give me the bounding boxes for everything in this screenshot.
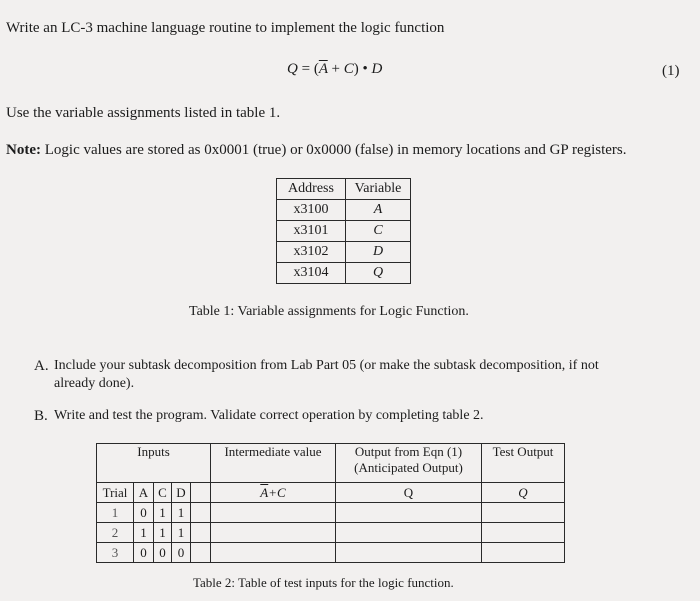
table2-caption: Table 2: Table of test inputs for the logic function. [193,575,454,590]
note-label: Note: [6,142,41,158]
t2-sub-c: C [154,483,172,503]
t1-variable: A [346,200,411,221]
t2-test-cell[interactable] [482,543,565,563]
eq-d: D [371,61,383,77]
t2-header-intermediate: Intermediate value [211,444,336,483]
t2-d: 1 [172,503,191,523]
eq-plus: + [331,61,340,77]
t2-sub-intermediate-rest: +C [268,484,286,500]
t2-blank [191,543,211,563]
t2-test-cell[interactable] [482,503,565,523]
t1-variable: D [346,242,411,263]
table-row [97,543,565,563]
t1-address: x3104 [277,263,346,284]
t2-c: 1 [154,523,172,543]
t2-output-cell[interactable] [336,543,482,563]
item-b-marker: B. [34,408,48,424]
t1-address: x3102 [277,242,346,263]
t2-sub-test-q: Q [482,483,565,503]
t2-c: 1 [154,503,172,523]
t2-header-output [336,444,482,483]
t2-trial: 1 [97,503,134,523]
item-a-line1: Include your subtask decomposition from Lab Part 05 (or make the subtask decomposition, if not [54,358,599,373]
t2-a: 0 [134,543,154,563]
t2-header-test: Test Output [482,444,565,483]
t2-header-output-line2: (Anticipated Output) [354,460,463,475]
t2-a: 0 [134,503,154,523]
t2-header-inputs: Inputs [97,444,211,483]
eq-lhs: Q [287,61,298,77]
eq-c: C [343,61,354,77]
t2-c: 0 [154,543,172,563]
test-table [96,443,565,563]
t2-a: 1 [134,523,154,543]
t1-header-variable: Variable [346,179,411,200]
t2-trial: 2 [97,523,134,543]
t2-intermediate-cell[interactable] [211,543,336,563]
table-row [277,242,411,263]
t2-trial: 3 [97,543,134,563]
t2-sub-d: D [172,483,191,503]
equation-number: (1) [662,63,680,79]
eq-close-paren: ) [353,61,359,77]
table-row [97,503,565,523]
t2-sub-a: A [134,483,154,503]
note [6,142,627,159]
table-row [277,263,411,284]
eq-dot: • [362,61,368,77]
t2-blank [191,503,211,523]
t2-intermediate-cell[interactable] [211,503,336,523]
t2-output-cell[interactable] [336,523,482,543]
t2-sub-intermediate [211,483,336,503]
table-row [277,221,411,242]
t1-variable: Q [346,263,411,284]
t2-sub-trial: Trial [97,483,134,503]
table1-caption: Table 1: Variable assignments for Logic Function. [189,304,469,319]
t2-sub-intermediate-a: $\overline{A}$ [260,484,269,500]
t2-header-output-line1: Output from Eqn (1) [354,444,463,459]
intro-text: Write an LC-3 machine language routine to implement the logic function [6,20,445,36]
variable-table [276,178,411,284]
use-text: Use the variable assignments listed in table 1. [6,105,281,121]
note-text: Logic values are stored as 0x0001 (true) or 0x0000 (false) in memory locations and GP registers. [44,142,627,158]
t2-sub-q: Q [336,483,482,503]
eq-open-paren: ( [313,61,319,77]
t1-header-address: Address [277,179,346,200]
item-a-marker: A. [34,358,49,374]
table-row [97,523,565,543]
t2-d: 1 [172,523,191,543]
eq-equals: = [301,61,311,77]
t1-address: x3101 [277,221,346,242]
t2-blank [191,523,211,543]
t2-intermediate-cell[interactable] [211,523,336,543]
t2-output-cell[interactable] [336,503,482,523]
item-a-line2: already done). [54,376,135,391]
t2-d: 0 [172,543,191,563]
item-b-text: Write and test the program. Validate correct operation by completing table 2. [54,408,484,423]
equation [287,61,382,78]
t1-address: x3100 [277,200,346,221]
t1-variable: C [346,221,411,242]
t2-test-cell[interactable] [482,523,565,543]
table-row [277,200,411,221]
eq-a-bar: $\overline{A}$ [318,61,328,77]
t2-sub-blank [191,483,211,503]
